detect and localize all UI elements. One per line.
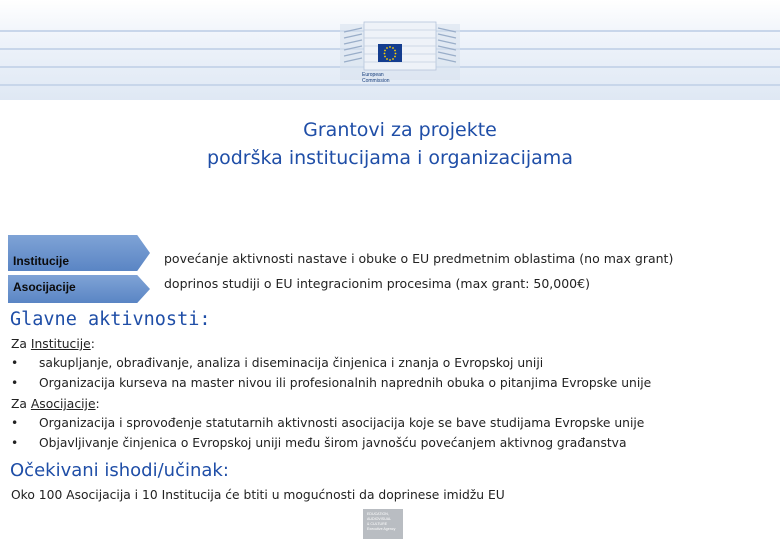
list-item [11,416,644,430]
institutions-word: Institucije [30,337,91,351]
intro-prefix: Za [11,337,31,351]
logo-caption-line: Commission [362,78,390,84]
list-item-text: Objavljivanje činjenica o Evropskoj uniji među širom javnošću povećanjem aktivnog građanstva [39,436,627,450]
list-item-text: sakupljanje, obrađivanje, analiza i diseminacija činjenica i znanja o Evropskoj uniji [39,356,544,370]
eacea-logo-line: AUDIOVISUAL [367,517,392,521]
intro-suffix: : [90,337,95,351]
logo-caption [362,72,390,84]
target-label-associations: Asocijacije [13,280,76,294]
eacea-logo [363,509,403,539]
bullet: • [11,356,19,370]
target-description-institutions: povećanje aktivnosti nastave i obuke o EU predmetnim oblastima (no max grant) [164,251,674,266]
intro-prefix: Za [11,397,31,411]
bullet: • [11,376,19,390]
list-item-text: Organizacija kurseva na master nivou ili profesionalnih naprednih obuka o pitanjima Evropske unije [39,376,652,390]
header-band [0,0,780,100]
outcomes-text: Oko 100 Asocijacija i 10 Institucija će btiti u mogućnosti da doprinese imidžu EU [11,488,505,502]
list-item [11,356,543,370]
main-activities-heading: Glavne aktivnosti: [10,309,211,330]
target-description-associations: doprinos studiji o EU integracionim procesima (max grant: 50,000€) [164,276,590,291]
bullet: • [11,436,19,450]
associations-intro [11,397,100,411]
bullet: • [11,416,19,430]
european-commission-logo [340,18,460,96]
eacea-logo-line: & CULTURE [367,522,388,526]
page-title-line2: podrška institucijama i organizacijama [207,147,573,169]
list-item [11,436,627,450]
intro-suffix: : [95,397,100,411]
list-item [11,376,651,390]
list-item-text: Organizacija i sprovođenje statutarnih aktivnosti asocijacija koje se bave studijama Evropske unije [39,416,645,430]
eacea-logo-line: Executive Agency [367,527,396,531]
eacea-logo-line: EDUCATION, [367,512,389,516]
page-title-line1: Grantovi za projekte [303,119,497,141]
outcomes-heading: Očekivani ishodi/učinak: [10,460,229,481]
target-label-institutions: Institucije [13,254,70,268]
institutions-intro [11,337,95,351]
logo-caption-line: European [362,72,384,78]
associations-word: Asocijacije [30,397,96,411]
